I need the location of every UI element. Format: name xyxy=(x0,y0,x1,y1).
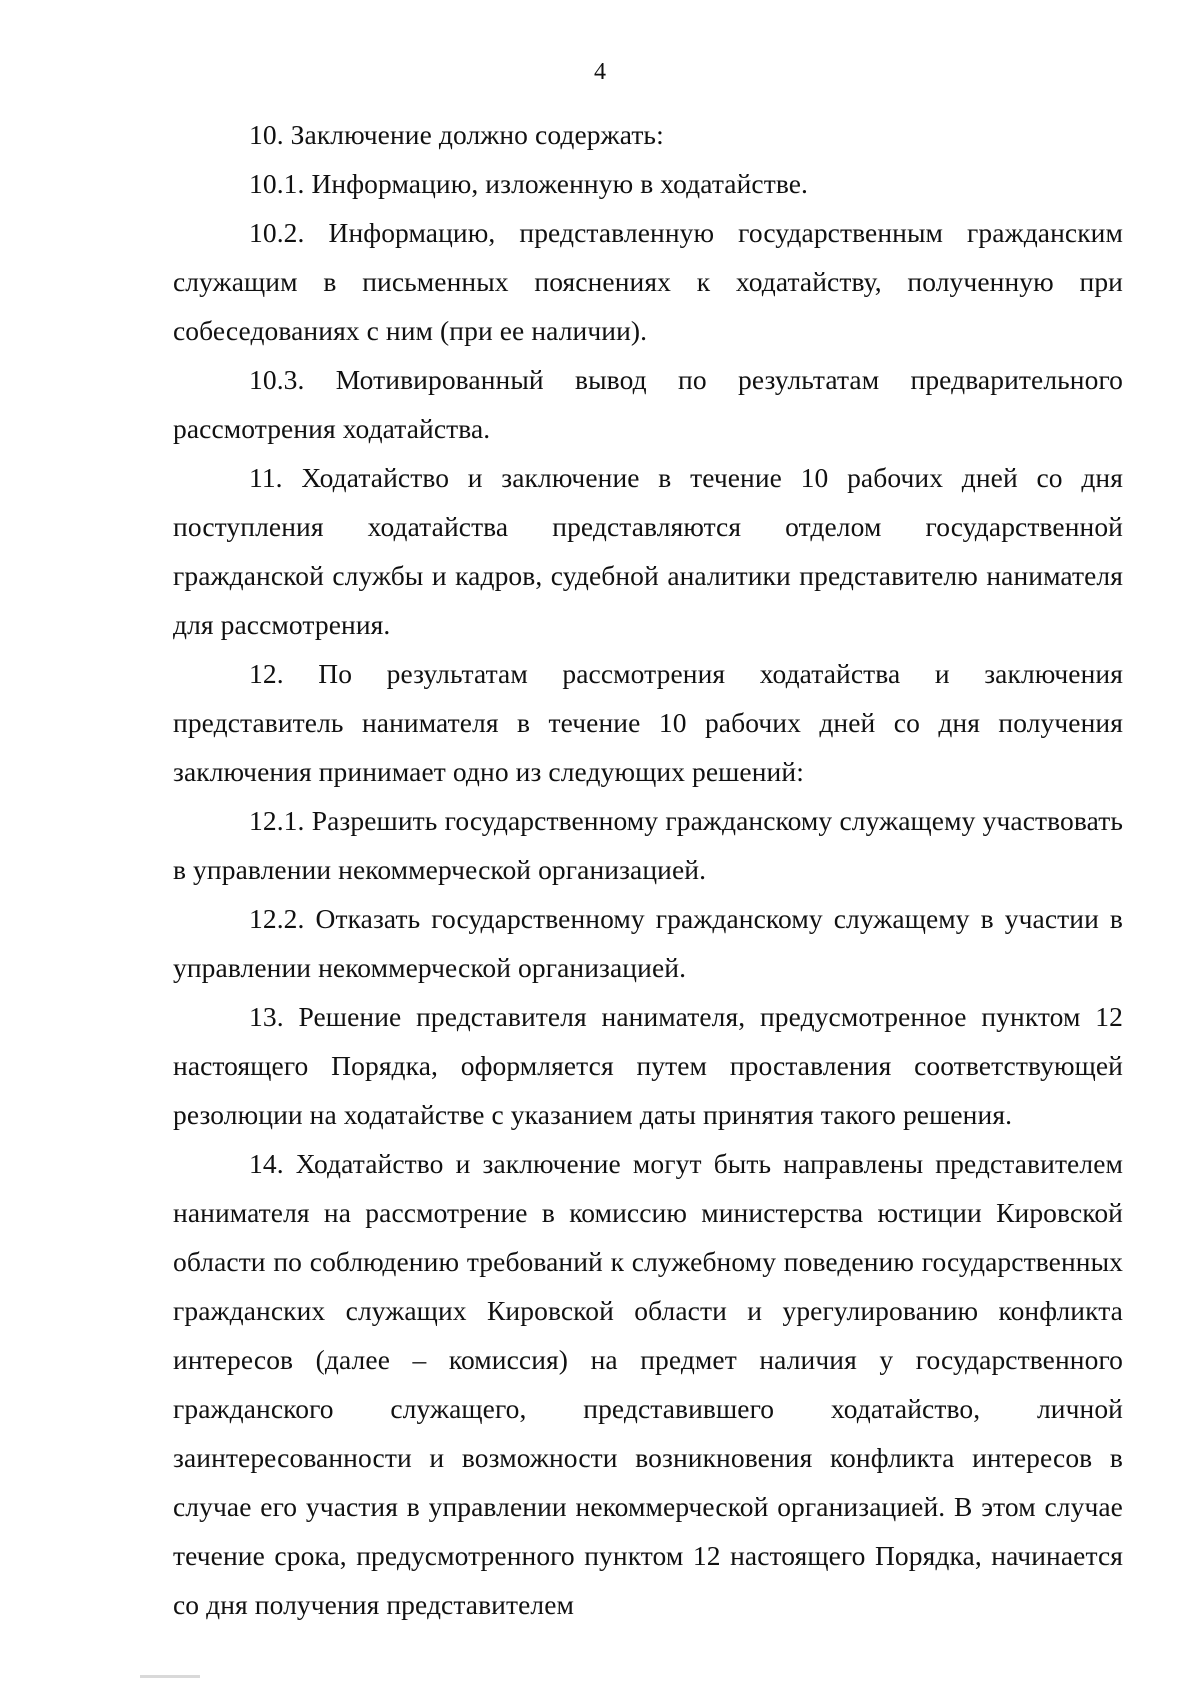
paragraph-12: 12. По результатам рассмотрения ходатайства и заключения представитель нанимателя в течение 10 рабочих дней со дня получения заключения принимает одно из следующих решений: xyxy=(173,658,1123,787)
document-body xyxy=(173,110,1123,1629)
paragraph-12-1: 12.1. Разрешить государственному гражданскому служащему участвовать в управлении некоммерческой организацией. xyxy=(173,805,1123,885)
paragraph-12-2: 12.2. Отказать государственному гражданскому служащему в участии в управлении некоммерческой организацией. xyxy=(173,903,1123,983)
page-number: 4 xyxy=(594,59,606,85)
paragraph-13: 13. Решение представителя нанимателя, предусмотренное пунктом 12 настоящего Порядка, оформляется путем проставления соответствующей резолюции на ходатайстве с указанием даты принятия такого решения. xyxy=(173,1001,1123,1130)
paragraph-10: 10. Заключение должно содержать: xyxy=(249,119,664,150)
paragraph-10-1: 10.1. Информацию, изложенную в ходатайстве. xyxy=(249,168,809,199)
paragraph-11: 11. Ходатайство и заключение в течение 10 рабочих дней со дня поступления ходатайства представляются отделом государственной гражданской службы и кадров, судебной аналитики представителю нанимателя для рассмотрения. xyxy=(173,462,1123,640)
paragraph-10-3: 10.3. Мотивированный вывод по результатам предварительного рассмотрения ходатайства. xyxy=(173,364,1123,444)
paragraph-14: 14. Ходатайство и заключение могут быть направлены представителем нанимателя на рассмотрение в комиссию министерства юстиции Кировской области по соблюдению требований к служебному поведению государственных гражданских служащих Кировской области и урегулированию конфликта интересов (далее – комиссия) на предмет наличия у государственного гражданского служащего, представившего ходатайство, личной заинтересованности и возможности возникновения конфликта интересов в случае его участия в управлении некоммерческой организацией. В этом случае течение срока, предусмотренного пунктом 12 настоящего Порядка, начинается со дня получения представителем xyxy=(173,1148,1123,1620)
scan-edge-mark xyxy=(140,1675,200,1678)
paragraph-10-2: 10.2. Информацию, представленную государственным гражданским служащим в письменных пояснениях к ходатайству, полученную при собеседованиях с ним (при ее наличии). xyxy=(173,217,1123,346)
